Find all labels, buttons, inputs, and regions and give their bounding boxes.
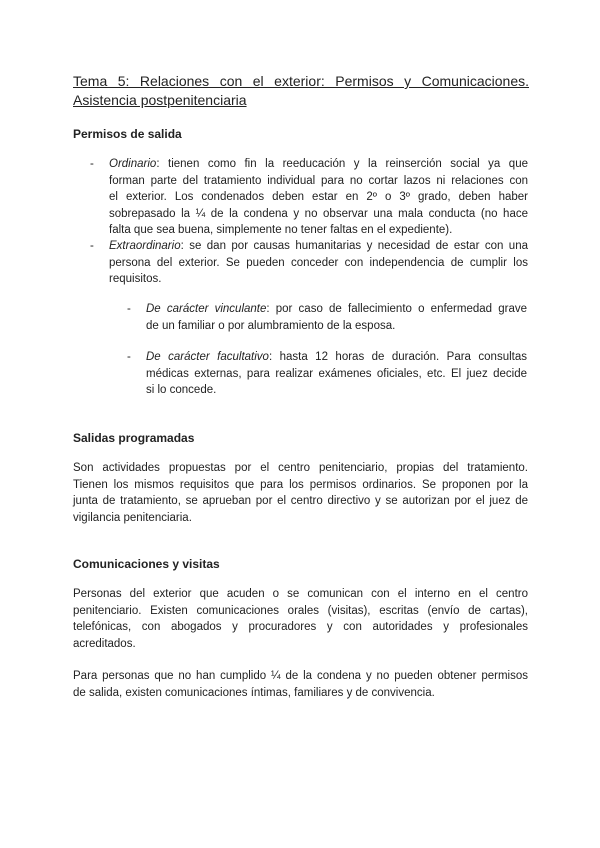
- sub-bullet-dash: -: [127, 303, 131, 315]
- paragraph-salidas: Son actividades propuestas por el centro penitenciario, propias del tratamiento. Tienen los mismos requisitos que para los permisos ordinarios. Se proponen por la junta de tratamiento, se aprueban por el centro directivo y se autorizan por el juez de vigilancia penitenciaria.: [73, 462, 528, 524]
- heading-permisos: Permisos de salida: [73, 127, 182, 141]
- paragraph-comunicaciones-2: Para personas que no han cumplido ¼ de la condena y no pueden obtener permisos de salida, existen comunicaciones íntimas, familiares y de convivencia.: [73, 670, 528, 699]
- item-vinculante: De carácter vinculante: por caso de fallecimiento o enfermedad grave de un familiar o por alumbramiento de la esposa.: [146, 303, 527, 332]
- term-extraordinario: Extraordinario: [109, 240, 181, 252]
- term-vinculante: De carácter vinculante: [146, 303, 267, 315]
- item-extraordinario: Extraordinario: se dan por causas humanitarias y necesidad de estar con una persona del exterior. Se pueden conceder con independencia de cumplir los requisitos.: [109, 240, 528, 285]
- bullet-dash: -: [90, 158, 94, 170]
- document-title: [73, 72, 529, 110]
- item-facultativo: De carácter facultativo: hasta 12 horas de duración. Para consultas médicas externas, para realizar exámenes oficiales, etc. El juez decide si lo concede.: [146, 351, 527, 396]
- paragraph-comunicaciones-1: Personas del exterior que acuden o se comunican con el interno en el centro penitenciario. Existen comunicaciones orales (visitas), escritas (envío de cartas), telefónicas, con abogados y procuradores y con autoridades y profesionales acreditados.: [73, 588, 528, 650]
- title-line-1: Tema 5: Relaciones con el exterior: Permisos y Comunicaciones.: [73, 73, 529, 89]
- title-line-2: Asistencia postpenitenciaria: [73, 92, 247, 108]
- term-ordinario: Ordinario: [109, 158, 157, 170]
- sub-bullet-dash: -: [127, 351, 131, 363]
- heading-comunicaciones: Comunicaciones y visitas: [73, 557, 220, 571]
- heading-salidas: Salidas programadas: [73, 431, 195, 445]
- term-facultativo: De carácter facultativo: [146, 351, 269, 363]
- bullet-dash: -: [90, 240, 94, 252]
- item-ordinario: Ordinario: tienen como fin la reeducación y la reinserción social ya que forman parte del tratamiento individual para no cortar lazos ni relaciones con el exterior. Los condenados deben estar en 2º o 3º grado, deben haber sobrepasado la ¼ de la condena y no observar una mala conducta (no hace falta que sea buena, simplemente no tener faltas en el expediente).: [109, 158, 528, 236]
